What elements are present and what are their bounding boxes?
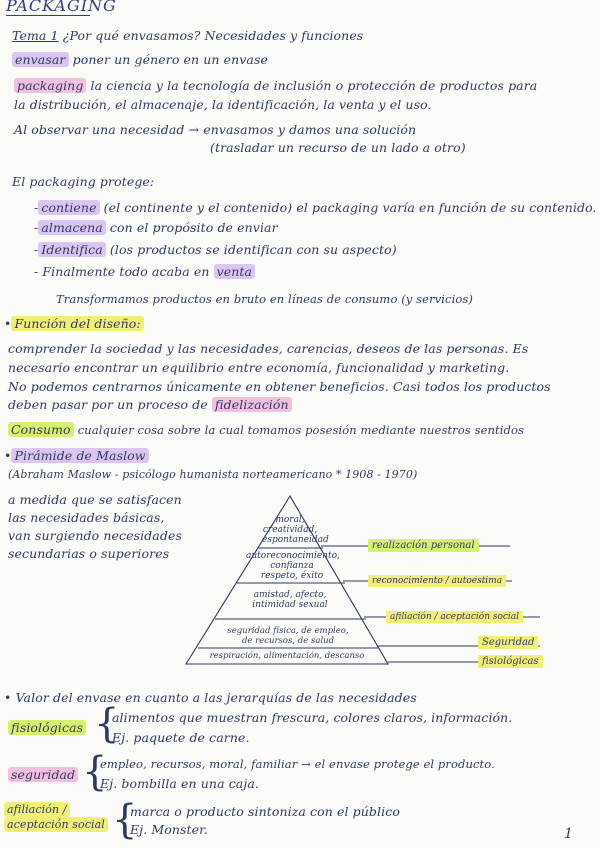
funcion-heading: Función del diseño: [11,316,143,331]
protege-item-venta: - Finalmente todo acaba en venta [34,264,255,279]
pyramid-level-3: amistad, afecto, intimidad sexual [252,590,328,610]
tag-realizacion: realización personal [368,539,479,552]
page-number: 1 [564,826,574,842]
protege-item-identifica: - Identifica (los productos se identifican con su aspecto) [34,242,397,257]
contiene-term: contiene [38,200,99,215]
valor-row-afiliacion-b: Ej. Monster. [130,822,208,837]
piramide-side-3: van surgiendo necesidades [8,528,182,543]
piramide-side-1: a medida que se satisfacen [8,492,182,507]
piramide-heading: Pirámide de Maslow [11,448,148,463]
tag-fisiologicas: fisiológicas [478,655,543,668]
fidelizacion-term: fidelización [212,397,292,412]
protege-item-almacena: - almacena con el propósito de enviar [34,220,278,235]
protege-note: Transformamos productos en bruto en líneas de consumo (y servicios) [56,292,473,306]
brace-icon: { [82,749,108,795]
packaging-def-line2: la distribución, el almacenaje, la identificación, la venta y el uso. [14,97,432,112]
tag-seguridad: Seguridad [478,636,538,649]
identifica-term: Identifica [38,242,106,257]
consumo-text: cualquier cosa sobre la cual tomamos posesión mediante nuestros sentidos [77,423,524,437]
valor-row-fisiologicas-term: fisiológicas [8,720,86,735]
pyramid-level-1: moral, creatividad, espontaneidad [262,515,329,545]
valor-heading-line: • Valor del envase en cuanto a las jerarquías de las necesidades [4,690,417,705]
funcion-line2: necesario encontrar un equilibrio entre economía, funcionalidad y marketing. [8,360,510,375]
funcion-line4: deben pasar por un proceso de fidelización [8,397,292,412]
tema-label: Tema 1 [12,28,59,43]
valor-row-fisiologicas-b: Ej. paquete de carne. [112,730,250,745]
brace-icon: { [94,701,120,747]
funcion-line1: comprender la sociedad y las necesidades, carencias, deseos de las personas. Es [8,341,529,356]
pyramid-level-5: respiración, alimentación, descanso [209,651,365,661]
necesidad-line1: Al observar una necesidad → envasamos y damos una solución [14,122,417,137]
necesidad-line2: (trasladar un recurso de un lado a otro) [210,140,466,155]
funcion-heading-line: • Función del diseño: [4,316,144,331]
envasar-def: poner un género en un envase [72,52,268,67]
piramide-heading-line: • Pirámide de Maslow [4,448,149,463]
packaging-def-text1: la ciencia y la tecnología de inclusión o protección de productos para [90,78,538,93]
piramide-side-4: secundarias o superiores [8,546,170,561]
valor-row-seguridad-term: seguridad [8,767,78,782]
valor-row-seguridad-a: empleo, recursos, moral, familiar → el envase protege el producto. [100,757,495,771]
almacena-term: almacena [38,220,105,235]
envasar-term: envasar [12,52,69,67]
brace-icon: { [112,797,138,843]
protege-item-contiene: - contiene (el continente y el contenido) el packaging varía en función de su contenido. [34,200,597,215]
venta-term: venta [214,264,256,279]
consumo-term: Consumo [8,422,74,437]
valor-row-fisiologicas-a: alimentos que muestran frescura, colores claros, información. [112,710,513,725]
tag-reconocimiento: reconocimiento / autoestima [368,575,506,587]
piramide-side-2: las necesidades básicas, [8,510,165,525]
valor-heading: Valor del envase en cuanto a las jerarquías de las necesidades [15,690,417,705]
valor-row-afiliacion-term: afiliación / aceptación social [4,802,108,832]
piramide-author: (Abraham Maslow - psicólogo humanista norteamericano * 1908 - 1970) [8,468,418,481]
page-title: PACKAGING [6,0,117,15]
pyramid-level-4: seguridad física, de empleo, de recursos, de salud [227,626,349,646]
protege-intro: El packaging protege: [12,174,155,189]
valor-row-seguridad-b: Ej. bombilla en una caja. [100,776,259,791]
funcion-line3: No podemos centrarnos únicamente en obtener beneficios. Casi todos los productos [8,379,551,394]
tag-afiliacion: afiliación / aceptación social [386,611,523,623]
packaging-term: packaging [14,78,86,93]
pyramid-level-2: autoreconocimiento, confianza respeto, éxito [246,551,340,581]
valor-row-afiliacion-a: marca o producto sintoniza con el público [130,804,400,819]
tema-text: ¿Por qué envasamos? Necesidades y funciones [62,28,364,43]
